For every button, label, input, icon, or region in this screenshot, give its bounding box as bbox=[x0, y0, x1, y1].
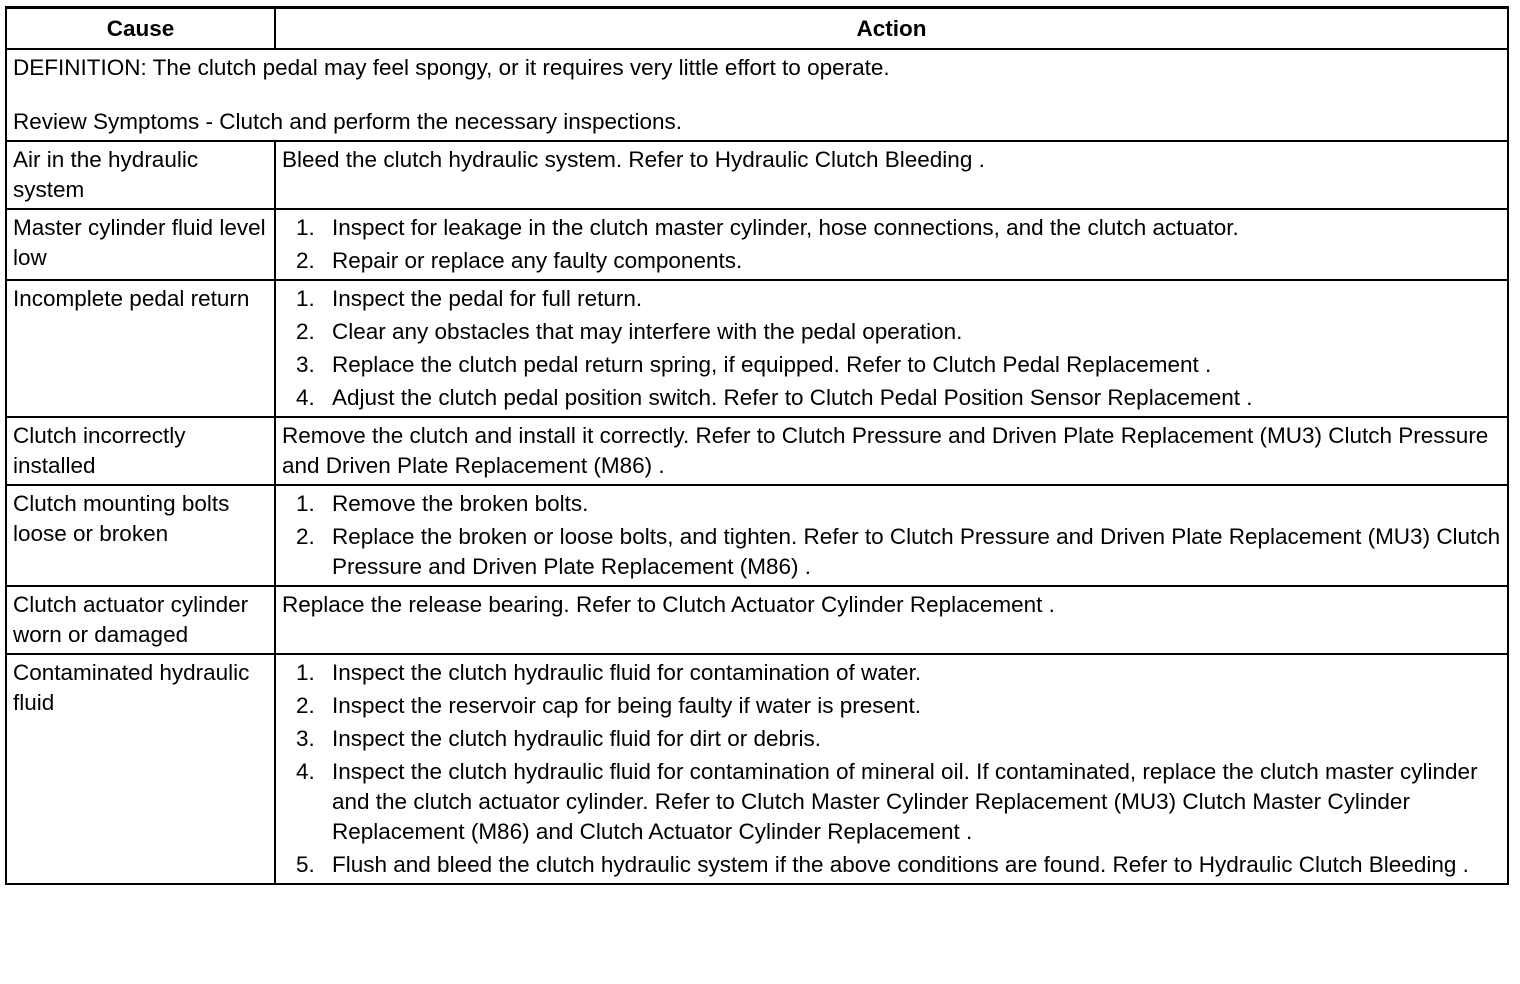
step-text: Flush and bleed the clutch hydraulic system if the above conditions are found. Refer to Hydraulic Clutch Bleeding . bbox=[332, 852, 1469, 877]
step-number: 1. bbox=[296, 215, 315, 240]
step-text: Remove the broken bolts. bbox=[332, 491, 589, 516]
review-symptoms-text: Review Symptoms - Clutch and perform the necessary inspections. bbox=[13, 109, 683, 134]
step-text: Inspect for leakage in the clutch master cylinder, hose connections, and the clutch actuator. bbox=[332, 215, 1239, 240]
step-text: Inspect the clutch hydraulic fluid for dirt or debris. bbox=[332, 726, 821, 751]
step-number: 3. bbox=[296, 352, 315, 377]
action-steps bbox=[282, 489, 1501, 582]
list-item bbox=[296, 757, 1501, 847]
action-cell bbox=[275, 654, 1508, 884]
action-cell bbox=[275, 485, 1508, 586]
action-steps bbox=[282, 213, 1501, 276]
table-row bbox=[6, 209, 1508, 280]
table-row bbox=[6, 141, 1508, 209]
action-cell: Remove the clutch and install it correctly. Refer to Clutch Pressure and Driven Plate Replacement (MU3) Clutch Pressure and Driven Plate Replacement (M86) . bbox=[275, 417, 1508, 485]
step-number: 3. bbox=[296, 726, 315, 751]
table-row bbox=[6, 485, 1508, 586]
list-item bbox=[296, 522, 1501, 582]
step-number: 4. bbox=[296, 759, 315, 784]
cause-cell: Clutch mounting bolts loose or broken bbox=[6, 485, 275, 586]
header-row bbox=[6, 8, 1508, 50]
action-steps bbox=[282, 658, 1501, 880]
action-cell bbox=[275, 209, 1508, 280]
action-column-header: Action bbox=[275, 8, 1508, 50]
action-cell: Replace the release bearing. Refer to Clutch Actuator Cylinder Replacement . bbox=[275, 586, 1508, 654]
cause-cell: Incomplete pedal return bbox=[6, 280, 275, 417]
table-row bbox=[6, 417, 1508, 485]
definition-cell bbox=[6, 49, 1508, 141]
step-text: Inspect the reservoir cap for being faulty if water is present. bbox=[332, 693, 922, 718]
definition-text: DEFINITION: The clutch pedal may feel spongy, or it requires very little effort to operate. bbox=[13, 55, 890, 80]
step-text: Clear any obstacles that may interfere with the pedal operation. bbox=[332, 319, 963, 344]
table-row bbox=[6, 586, 1508, 654]
step-number: 5. bbox=[296, 852, 315, 877]
list-item bbox=[296, 317, 1501, 347]
step-number: 2. bbox=[296, 248, 315, 273]
action-cell: Bleed the clutch hydraulic system. Refer to Hydraulic Clutch Bleeding . bbox=[275, 141, 1508, 209]
step-text: Replace the broken or loose bolts, and tighten. Refer to Clutch Pressure and Driven Plate Replacement (MU3) Clutch Pressure and Driven Plate Replacement (M86) . bbox=[332, 524, 1501, 579]
step-text: Inspect the clutch hydraulic fluid for contamination of water. bbox=[332, 660, 922, 685]
step-number: 2. bbox=[296, 524, 315, 549]
step-text: Repair or replace any faulty components. bbox=[332, 248, 743, 273]
step-number: 1. bbox=[296, 660, 315, 685]
cause-column-header: Cause bbox=[6, 8, 275, 50]
list-item bbox=[296, 850, 1501, 880]
list-item bbox=[296, 383, 1501, 413]
table-row bbox=[6, 280, 1508, 417]
list-item bbox=[296, 213, 1501, 243]
cause-cell: Contaminated hydraulic fluid bbox=[6, 654, 275, 884]
step-number: 4. bbox=[296, 385, 315, 410]
cause-cell: Master cylinder fluid level low bbox=[6, 209, 275, 280]
list-item bbox=[296, 658, 1501, 688]
cause-cell: Air in the hydraulic system bbox=[6, 141, 275, 209]
step-number: 2. bbox=[296, 693, 315, 718]
diagnostic-table bbox=[5, 6, 1509, 885]
step-number: 2. bbox=[296, 319, 315, 344]
step-number: 1. bbox=[296, 286, 315, 311]
list-item bbox=[296, 284, 1501, 314]
list-item bbox=[296, 724, 1501, 754]
action-cell bbox=[275, 280, 1508, 417]
step-text: Inspect the clutch hydraulic fluid for contamination of mineral oil. If contaminated, replace the clutch master cylinder and the clutch actuator cylinder. Refer to Clutch Master Cylinder Replacement (MU3) Clutch Master Cylinder Replacement (M86) and Clutch Actuator Cylinder Replacement . bbox=[332, 759, 1478, 844]
list-item bbox=[296, 691, 1501, 721]
cause-cell: Clutch actuator cylinder worn or damaged bbox=[6, 586, 275, 654]
step-text: Replace the clutch pedal return spring, if equipped. Refer to Clutch Pedal Replacement . bbox=[332, 352, 1212, 377]
table-row bbox=[6, 654, 1508, 884]
list-item bbox=[296, 246, 1501, 276]
cause-cell: Clutch incorrectly installed bbox=[6, 417, 275, 485]
list-item bbox=[296, 350, 1501, 380]
action-steps bbox=[282, 284, 1501, 413]
definition-row bbox=[6, 49, 1508, 141]
step-text: Adjust the clutch pedal position switch. Refer to Clutch Pedal Position Sensor Replacement . bbox=[332, 385, 1253, 410]
step-text: Inspect the pedal for full return. bbox=[332, 286, 643, 311]
step-number: 1. bbox=[296, 491, 315, 516]
list-item bbox=[296, 489, 1501, 519]
